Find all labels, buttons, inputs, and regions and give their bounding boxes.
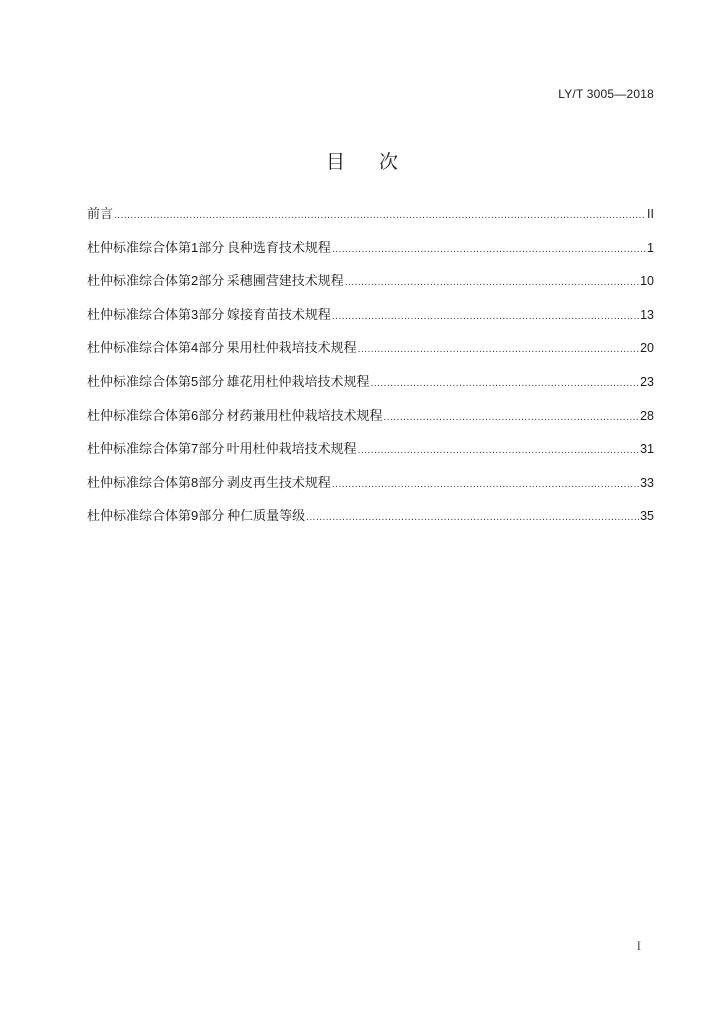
toc-entry-title: 果用杜仲栽培技术规程 [226, 341, 357, 357]
toc-entry-part-3[interactable] [87, 305, 654, 339]
toc-entry-prefix: 杜仲标准综合体第 [87, 274, 192, 290]
toc-entry-suffix: 部分 [198, 442, 225, 458]
toc-entry-part-number: 3 [191, 306, 199, 322]
document-code: LY/T 3005—2018 [558, 87, 654, 101]
toc-entry-title: 种仁质量等级 [227, 509, 306, 525]
toc-entry-part-2[interactable] [87, 271, 654, 305]
toc-entry-title: 嫁接育苗技术规程 [226, 307, 331, 323]
toc-entry-page: 31 [640, 442, 654, 457]
toc-entry-suffix: 部分 [198, 240, 225, 256]
toc-entry-prefix: 杜仲标准综合体第 [87, 475, 192, 491]
toc-entry-prefix: 杜仲标准综合体第 [87, 408, 192, 424]
toc-entry-part-1[interactable] [87, 238, 654, 272]
toc-entry-part-4[interactable] [87, 338, 654, 372]
toc-entry-title: 剥皮再生技术规程 [226, 475, 331, 491]
toc-entry-suffix: 部分 [198, 307, 225, 323]
toc-entry-suffix: 部分 [198, 509, 225, 525]
toc-entry-prefix: 杜仲标准综合体第 [87, 307, 192, 323]
toc-entry-title: 材药兼用杜仲栽培技术规程 [226, 408, 383, 424]
toc-entry-page: 1 [647, 240, 654, 255]
toc-entry-title: 叶用杜仲栽培技术规程 [226, 442, 357, 458]
toc-entry-part-number: 1 [191, 239, 199, 255]
toc-entry-part-number: 7 [191, 441, 199, 457]
toc-entry-foreword[interactable] [87, 204, 654, 238]
toc-entry-suffix: 部分 [198, 341, 225, 357]
toc-entry-page: 23 [640, 374, 654, 389]
dot-leader [332, 475, 639, 495]
toc-entry-page: 13 [640, 307, 654, 322]
dot-leader [383, 408, 639, 428]
toc-entry-part-7[interactable] [87, 439, 654, 473]
toc-entry-title: 前言 [87, 207, 114, 222]
toc-entry-prefix: 杜仲标准综合体第 [87, 509, 192, 525]
dot-leader [114, 206, 646, 226]
toc-entry-title: 雄花用杜仲栽培技术规程 [226, 374, 370, 390]
dot-leader [306, 508, 639, 528]
toc-entry-prefix: 杜仲标准综合体第 [87, 374, 192, 390]
toc-entry-page: 10 [640, 274, 654, 289]
toc-entry-suffix: 部分 [198, 475, 225, 491]
toc-entry-part-number: 4 [191, 340, 199, 356]
toc-entry-part-number: 5 [191, 373, 199, 389]
toc-entry-page: 20 [640, 341, 654, 356]
toc-entry-part-number: 6 [191, 407, 199, 423]
dot-leader [332, 307, 639, 327]
toc-entry-title: 良种选育技术规程 [226, 240, 331, 256]
toc-entry-part-6[interactable] [87, 406, 654, 440]
toc-entry-part-number: 8 [191, 474, 199, 490]
toc-entry-part-number: 2 [191, 273, 199, 289]
dot-leader [332, 240, 646, 260]
dot-leader [358, 340, 639, 360]
dot-leader [358, 441, 639, 461]
toc-entry-suffix: 部分 [198, 408, 225, 424]
toc-entry-suffix: 部分 [198, 274, 225, 290]
dot-leader [345, 273, 639, 293]
toc-entry-part-5[interactable] [87, 372, 654, 406]
toc-heading: 目次 [325, 151, 432, 173]
dot-leader [371, 374, 640, 394]
footer-page-number: I [636, 938, 641, 953]
table-of-contents [87, 204, 654, 540]
toc-entry-part-9[interactable] [87, 506, 654, 540]
toc-entry-page: 33 [640, 475, 654, 490]
toc-entry-part-8[interactable] [87, 473, 654, 507]
toc-entry-prefix: 杜仲标准综合体第 [87, 240, 192, 256]
toc-entry-title: 采穗圃营建技术规程 [226, 274, 344, 290]
toc-entry-suffix: 部分 [198, 374, 225, 390]
toc-entry-part-number: 9 [191, 508, 199, 524]
toc-entry-prefix: 杜仲标准综合体第 [87, 341, 192, 357]
toc-entry-page: II [647, 207, 654, 221]
toc-entry-page: 28 [640, 408, 654, 423]
toc-entry-page: 35 [640, 509, 654, 524]
toc-entry-prefix: 杜仲标准综合体第 [87, 442, 192, 458]
